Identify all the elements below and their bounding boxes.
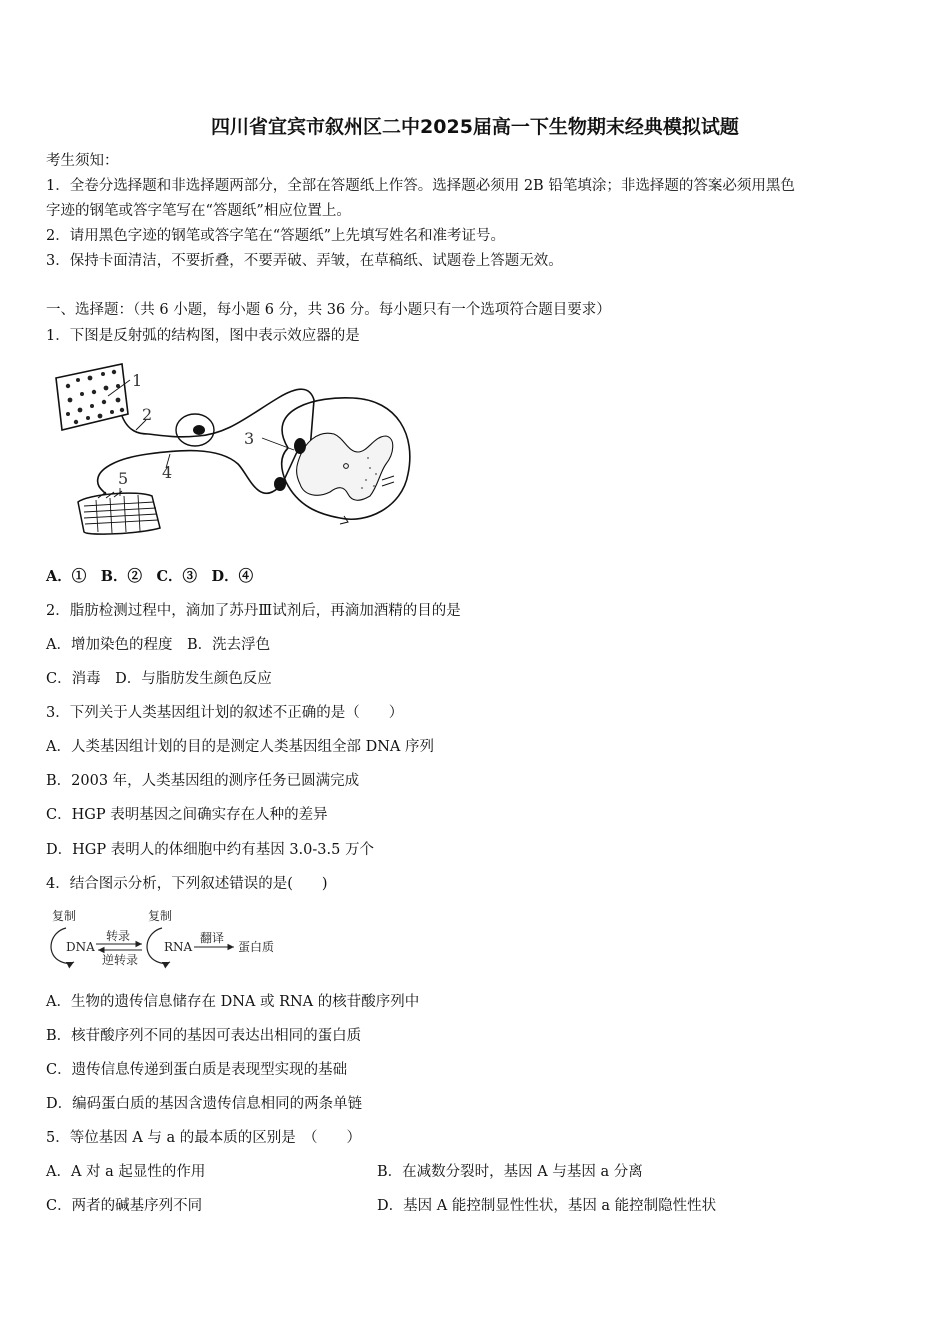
q4-stem: 4．结合图示分析，下列叙述错误的是( ): [46, 876, 328, 892]
q4-option-b: B．核苷酸序列不同的基因可表达出相同的蛋白质: [46, 1028, 362, 1044]
q5-stem: 5．等位基因 A 与 a 的最本质的区别是 （ ）: [46, 1130, 362, 1146]
reflex-arc-figure: [48, 356, 418, 536]
q2-options-cd: C．消毒 D．与脂肪发生颜色反应: [46, 671, 272, 687]
notice-item-3: 3．保持卡面清洁，不要折叠，不要弄破、弄皱，在草稿纸、试题卷上答题无效。: [46, 253, 563, 269]
q3-option-a: A．人类基因组计划的目的是测定人类基因组全部 DNA 序列: [46, 739, 434, 755]
section-heading: 一、选择题：（共 6 小题，每小题 6 分，共 36 分。每小题只有一个选项符合题目要求）: [46, 302, 611, 318]
fig-label-5: 5: [118, 469, 129, 488]
label-replication-rna: 复制: [148, 909, 173, 923]
label-transcription: 转录: [106, 929, 131, 943]
notice-heading: 考生须知：: [46, 153, 119, 169]
label-replication-dna: 复制: [52, 909, 77, 923]
label-dna: DNA: [66, 940, 95, 954]
page-title: 四川省宜宾市叙州区二中2025届高一下生物期末经典模拟试题: [211, 116, 739, 138]
q1-options: A．① B．② C．③ D．④: [46, 568, 254, 585]
central-dogma-diagram: [44, 906, 294, 970]
q3-option-d: D．HGP 表明人的体细胞中约有基因 3.0-3.5 万个: [46, 842, 374, 858]
q5-option-a: A．A 对 a 起显性的作用: [46, 1164, 206, 1180]
q5-option-d: D．基因 A 能控制显性性状，基因 a 能控制隐性性状: [377, 1198, 717, 1214]
q4-option-a: A．生物的遗传信息储存在 DNA 或 RNA 的核苷酸序列中: [46, 994, 420, 1010]
q4-option-d: D．编码蛋白质的基因含遗传信息相同的两条单链: [46, 1096, 363, 1112]
q3-option-c: C．HGP 表明基因之间确实存在人种的差异: [46, 807, 328, 823]
label-rna: RNA: [164, 940, 193, 954]
q2-options-ab: A．增加染色的程度 B．洗去浮色: [46, 637, 271, 653]
q3-option-b: B．2003 年，人类基因组的测序任务已圆满完成: [46, 773, 360, 789]
notice-item-1a: 1．全卷分选择题和非选择题两部分，全部在答题纸上作答。选择题必须用 2B 铅笔填涂；非选择题的答案必须用黑色: [46, 178, 795, 194]
label-reverse-transcription: 逆转录: [102, 953, 139, 967]
q1-stem: 1．下图是反射弧的结构图，图中表示效应器的是: [46, 328, 360, 344]
q5-option-c: C．两者的碱基序列不同: [46, 1198, 203, 1214]
fig-label-3: 3: [244, 429, 255, 448]
fig-label-4: 4: [162, 463, 173, 482]
notice-item-1b: 字迹的钢笔或答字笔写在“答题纸”相应位置上。: [46, 203, 351, 219]
q3-stem: 3．下列关于人类基因组计划的叙述不正确的是（ ）: [46, 705, 404, 721]
q5-option-b: B．在减数分裂时，基因 A 与基因 a 分离: [377, 1164, 643, 1180]
label-protein: 蛋白质: [238, 940, 275, 954]
fig-label-2: 2: [142, 405, 153, 424]
notice-item-2: 2．请用黑色字迹的钢笔或答字笔在“答题纸”上先填写姓名和准考证号。: [46, 228, 506, 244]
effector-muscle-icon: [78, 491, 160, 534]
fig-label-1: 1: [132, 371, 143, 390]
label-translation: 翻译: [200, 931, 225, 945]
q4-option-c: C．遗传信息传递到蛋白质是表现型实现的基础: [46, 1062, 348, 1078]
spinal-cord-icon: [274, 398, 410, 524]
q2-stem: 2．脂肪检测过程中，滴加了苏丹Ⅲ试剂后，再滴加酒精的目的是: [46, 603, 461, 619]
receptor-skin-icon: [56, 364, 128, 430]
